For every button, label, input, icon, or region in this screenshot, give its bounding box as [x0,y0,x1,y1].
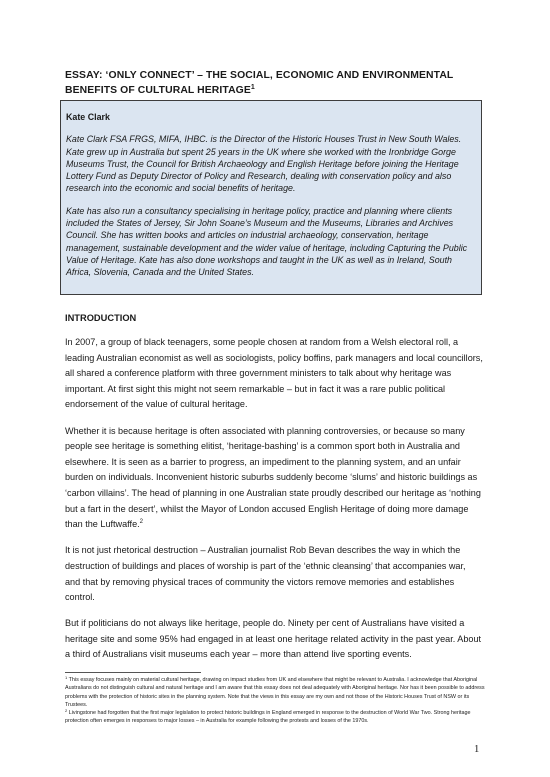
footnote-2-text: Livingstone had forgotten that the first major legislation to protect historic buildings in England emerged in response to the destruction of World War Two. Strong heritage protection often emerges in responses to major losses – in Australia for example following the protests and losses of the 1970s. [65,710,471,725]
essay-title [65,68,485,98]
introduction-heading: INTRODUCTION [65,313,137,323]
body-paragraph-3: It is not just rhetorical destruction – Australian journalist Rob Bevan describes the way in which the destruction of buildings and places of worship is part of the ‘ethnic cleansing’ that accompanies war, and that by removing physical traces of community the victors remove memories and establishes control. [65,545,466,603]
author-bio-paragraph-1: Kate Clark FSA FRGS, MIFA, IHBC. is the Director of the Historic Houses Trust in New South Wales. Kate grew up in Australia but spent 25 years in the UK where she worked with the Ironbridge Gorge Museums Trust, the Council for British Archaeology and English Heritage before joining the Heritage Lottery Fund as Deputy Director of Policy and Research, dealing with conservation policy and also research into the economic and social benefits of heritage. [66,134,462,194]
footnote-1-number: 1 [65,675,68,680]
body-paragraph-1: In 2007, a group of black teenagers, some people chosen at random from a Welsh electoral roll, a leading Australian economist as well as sociologists, policy boffins, park managers and local councillors, all shared a conference platform with three government ministers to talk about why heritage was important. At first sight this might not seem remarkable – but in fact it was a rare public political endorsement of the value of cultural heritage. [65,337,483,410]
footnote-2-number: 2 [65,708,68,714]
body-paragraph-2-text: Whether it is because heritage is often associated with planning controversies, or because so many people see heritage is something elitist, ‘heritage-bashing’ is a common sport both in Australia and elsewhere. It is seen as a barrier to progress, an impediment to the planning system, and an unfair burden on individuals. Inconvenient historic suburbs suddenly become ‘slums’ and historic buildings as ‘carbon villains’. The head of planning in one Australian state proudly described our heritage as ‘nothing but a fart in the desert’, whilst the Mayor of London accused English Heritage of doing more damage than the Luftwaffe. [65,425,481,530]
footnote-separator [65,672,201,673]
body-paragraph-4: But if politicians do not always like heritage, people do. Ninety per cent of Australians have visited a heritage site and some 95% had engaged in at least one heritage related activity in the past year. About a third of Australians visit museums each year – more than attend live sporting events. [65,618,482,660]
paragraph-footnote-ref[interactable]: 2 [139,519,144,526]
essay-title-text: ESSAY: ‘ONLY CONNECT’ – THE SOCIAL, ECONOMIC AND ENVIRONMENTAL BENEFITS OF CULTURAL HERITAGE [65,70,454,96]
footnote-1-text: This essay focuses mainly on material cultural heritage, drawing on impact studies from UK and elsewhere that might be relevant to Australia. I acknowledge that Aboriginal Australians do not distinguish cultural and natural heritage and I am aware that this essay does not deal adequately with Aboriginal heritage. Nor has it been possible to address problems with the protection of historic sites in the planning system. Note that the views in this essay are my own and not those of the Historic Houses Trust of NSW or its Trustees. [65,677,485,708]
footnote-1 [65,676,485,709]
author-bio-box [60,100,482,295]
author-bio-paragraph-2: Kate has also run a consultancy specialising in heritage policy, practice and planning where clients included the States of Jersey, Sir John Soane’s Museum and the Museums, Libraries and Archives Council. She has written books and articles on industrial archaeology, conservation, heritage management, sustainable development and the wider value of heritage, including Capturing the Public Value of Heritage. Kate has also done workshops and taught in the UK as well as in Ireland, South Africa, Slovenia, Canada and the United States. [66,205,468,278]
footnote-2 [65,709,485,726]
body-paragraph-2 [65,424,483,533]
introduction-body [65,335,483,674]
author-name: Kate Clark [66,112,110,122]
page-number: 1 [474,744,480,755]
footnotes [65,676,485,726]
title-footnote-ref[interactable]: 1 [250,84,255,91]
